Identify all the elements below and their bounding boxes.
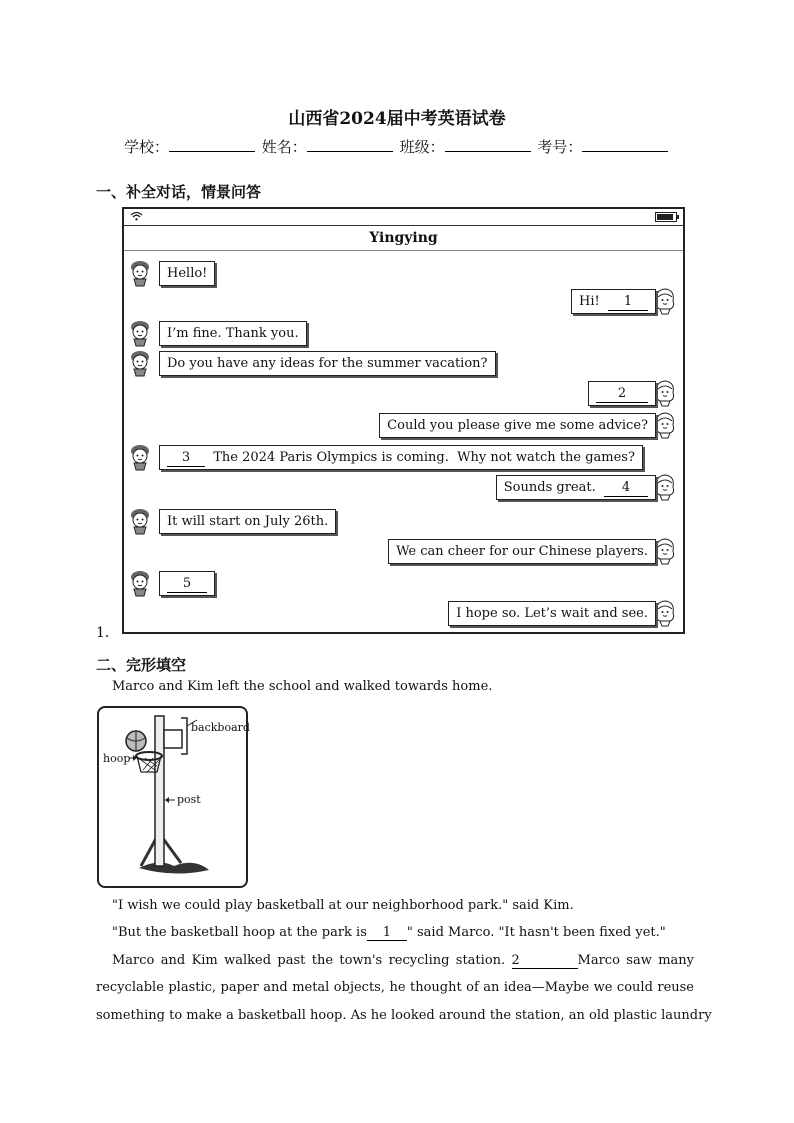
message-bubble-yingying — [159, 509, 336, 534]
message-bubble-yingying — [159, 261, 215, 286]
message-text: The 2024 Paris Olympics is coming. Why not watch the games? — [205, 450, 635, 465]
answer-blank-5[interactable]: 5 — [167, 575, 207, 593]
answer-blank-2[interactable]: 2 — [596, 385, 648, 403]
yingying-avatar-icon — [129, 569, 151, 597]
message-text: Hi! — [579, 294, 608, 309]
message-bubble-me — [588, 381, 656, 406]
message-bubble-me — [571, 289, 656, 314]
message-bubble-yingying — [159, 445, 643, 470]
passage-text: Marco saw many — [577, 953, 694, 968]
chat-phone-frame — [122, 207, 685, 634]
user-avatar-icon — [654, 473, 676, 501]
student-info-line — [124, 136, 670, 157]
answer-blank-3[interactable]: 3 — [167, 449, 205, 467]
message-text: Could you please give me some advice? — [387, 418, 648, 433]
message-bubble-me — [496, 475, 656, 500]
yingying-avatar-icon — [129, 259, 151, 287]
passage-text: "But the basketball hoop at the park is — [112, 925, 367, 940]
passage-text: " said Marco. "It hasn't been fixed yet." — [406, 925, 666, 940]
answer-blank-1[interactable]: 1 — [608, 293, 648, 311]
hoop-label: hoop — [103, 752, 131, 765]
message-text: I hope so. Let’s wait and see. — [456, 606, 648, 621]
yingying-avatar-icon — [129, 349, 151, 377]
battery-icon — [655, 212, 677, 222]
passage-line — [112, 925, 666, 941]
question-number: 1． — [96, 625, 119, 641]
name-blank[interactable] — [307, 137, 393, 152]
backboard-label: backboard — [191, 721, 250, 734]
user-avatar-icon — [654, 287, 676, 315]
section1-heading: 一、补全对话，情景问答 — [96, 183, 262, 201]
passage-line: something to make a basketball hoop. As he looked around the station, an old plastic laundry — [96, 1008, 712, 1023]
answer-blank-4[interactable]: 4 — [604, 479, 648, 497]
message-bubble-me — [388, 539, 656, 564]
message-text: Hello! — [167, 266, 208, 281]
user-avatar-icon — [654, 537, 676, 565]
passage-line: recyclable plastic, paper and metal objects, he thought of an idea—Maybe we could reuse — [96, 980, 694, 995]
answer-blank-2[interactable]: 2 — [512, 953, 578, 969]
status-bar — [124, 209, 683, 226]
divider — [124, 250, 683, 251]
answer-blank-1[interactable]: 1 — [367, 925, 407, 941]
message-text: Sounds great. — [503, 480, 604, 495]
page-title: 山西省2024届中考英语试卷 — [288, 109, 506, 129]
message-bubble-yingying — [159, 571, 215, 596]
passage-text: Marco and Kim walked past the town's recycling station. — [112, 953, 506, 968]
basketball-hoop-figure — [97, 706, 248, 888]
user-avatar-icon — [654, 411, 676, 439]
passage-intro: Marco and Kim left the school and walked towards home. — [112, 679, 493, 694]
hoop-illustration — [99, 708, 246, 886]
user-avatar-icon — [654, 379, 676, 407]
school-blank[interactable] — [169, 137, 255, 152]
message-text: Do you have any ideas for the summer vacation? — [167, 356, 488, 371]
message-text: We can cheer for our Chinese players. — [396, 544, 648, 559]
post-label: post — [177, 793, 201, 806]
message-text: I’m fine. Thank you. — [167, 326, 299, 341]
passage-line — [112, 953, 694, 969]
class-label: 班级： — [399, 138, 445, 156]
section2-heading: 二、完形填空 — [96, 656, 187, 674]
number-blank[interactable] — [582, 137, 668, 152]
yingying-avatar-icon — [129, 443, 151, 471]
user-avatar-icon — [654, 599, 676, 627]
message-bubble-yingying — [159, 321, 307, 346]
chat-contact-name: Yingying — [369, 230, 438, 246]
number-label: 考号： — [537, 138, 583, 156]
class-blank[interactable] — [445, 137, 531, 152]
message-bubble-yingying — [159, 351, 496, 376]
yingying-avatar-icon — [129, 319, 151, 347]
passage-line: "I wish we could play basketball at our neighborhood park." said Kim. — [112, 898, 574, 913]
message-text: It will start on July 26th. — [167, 514, 329, 529]
wifi-icon — [130, 211, 143, 224]
school-label: 学校： — [124, 138, 170, 156]
message-bubble-me — [448, 601, 656, 626]
yingying-avatar-icon — [129, 507, 151, 535]
name-label: 姓名： — [261, 138, 307, 156]
message-bubble-me — [379, 413, 656, 438]
